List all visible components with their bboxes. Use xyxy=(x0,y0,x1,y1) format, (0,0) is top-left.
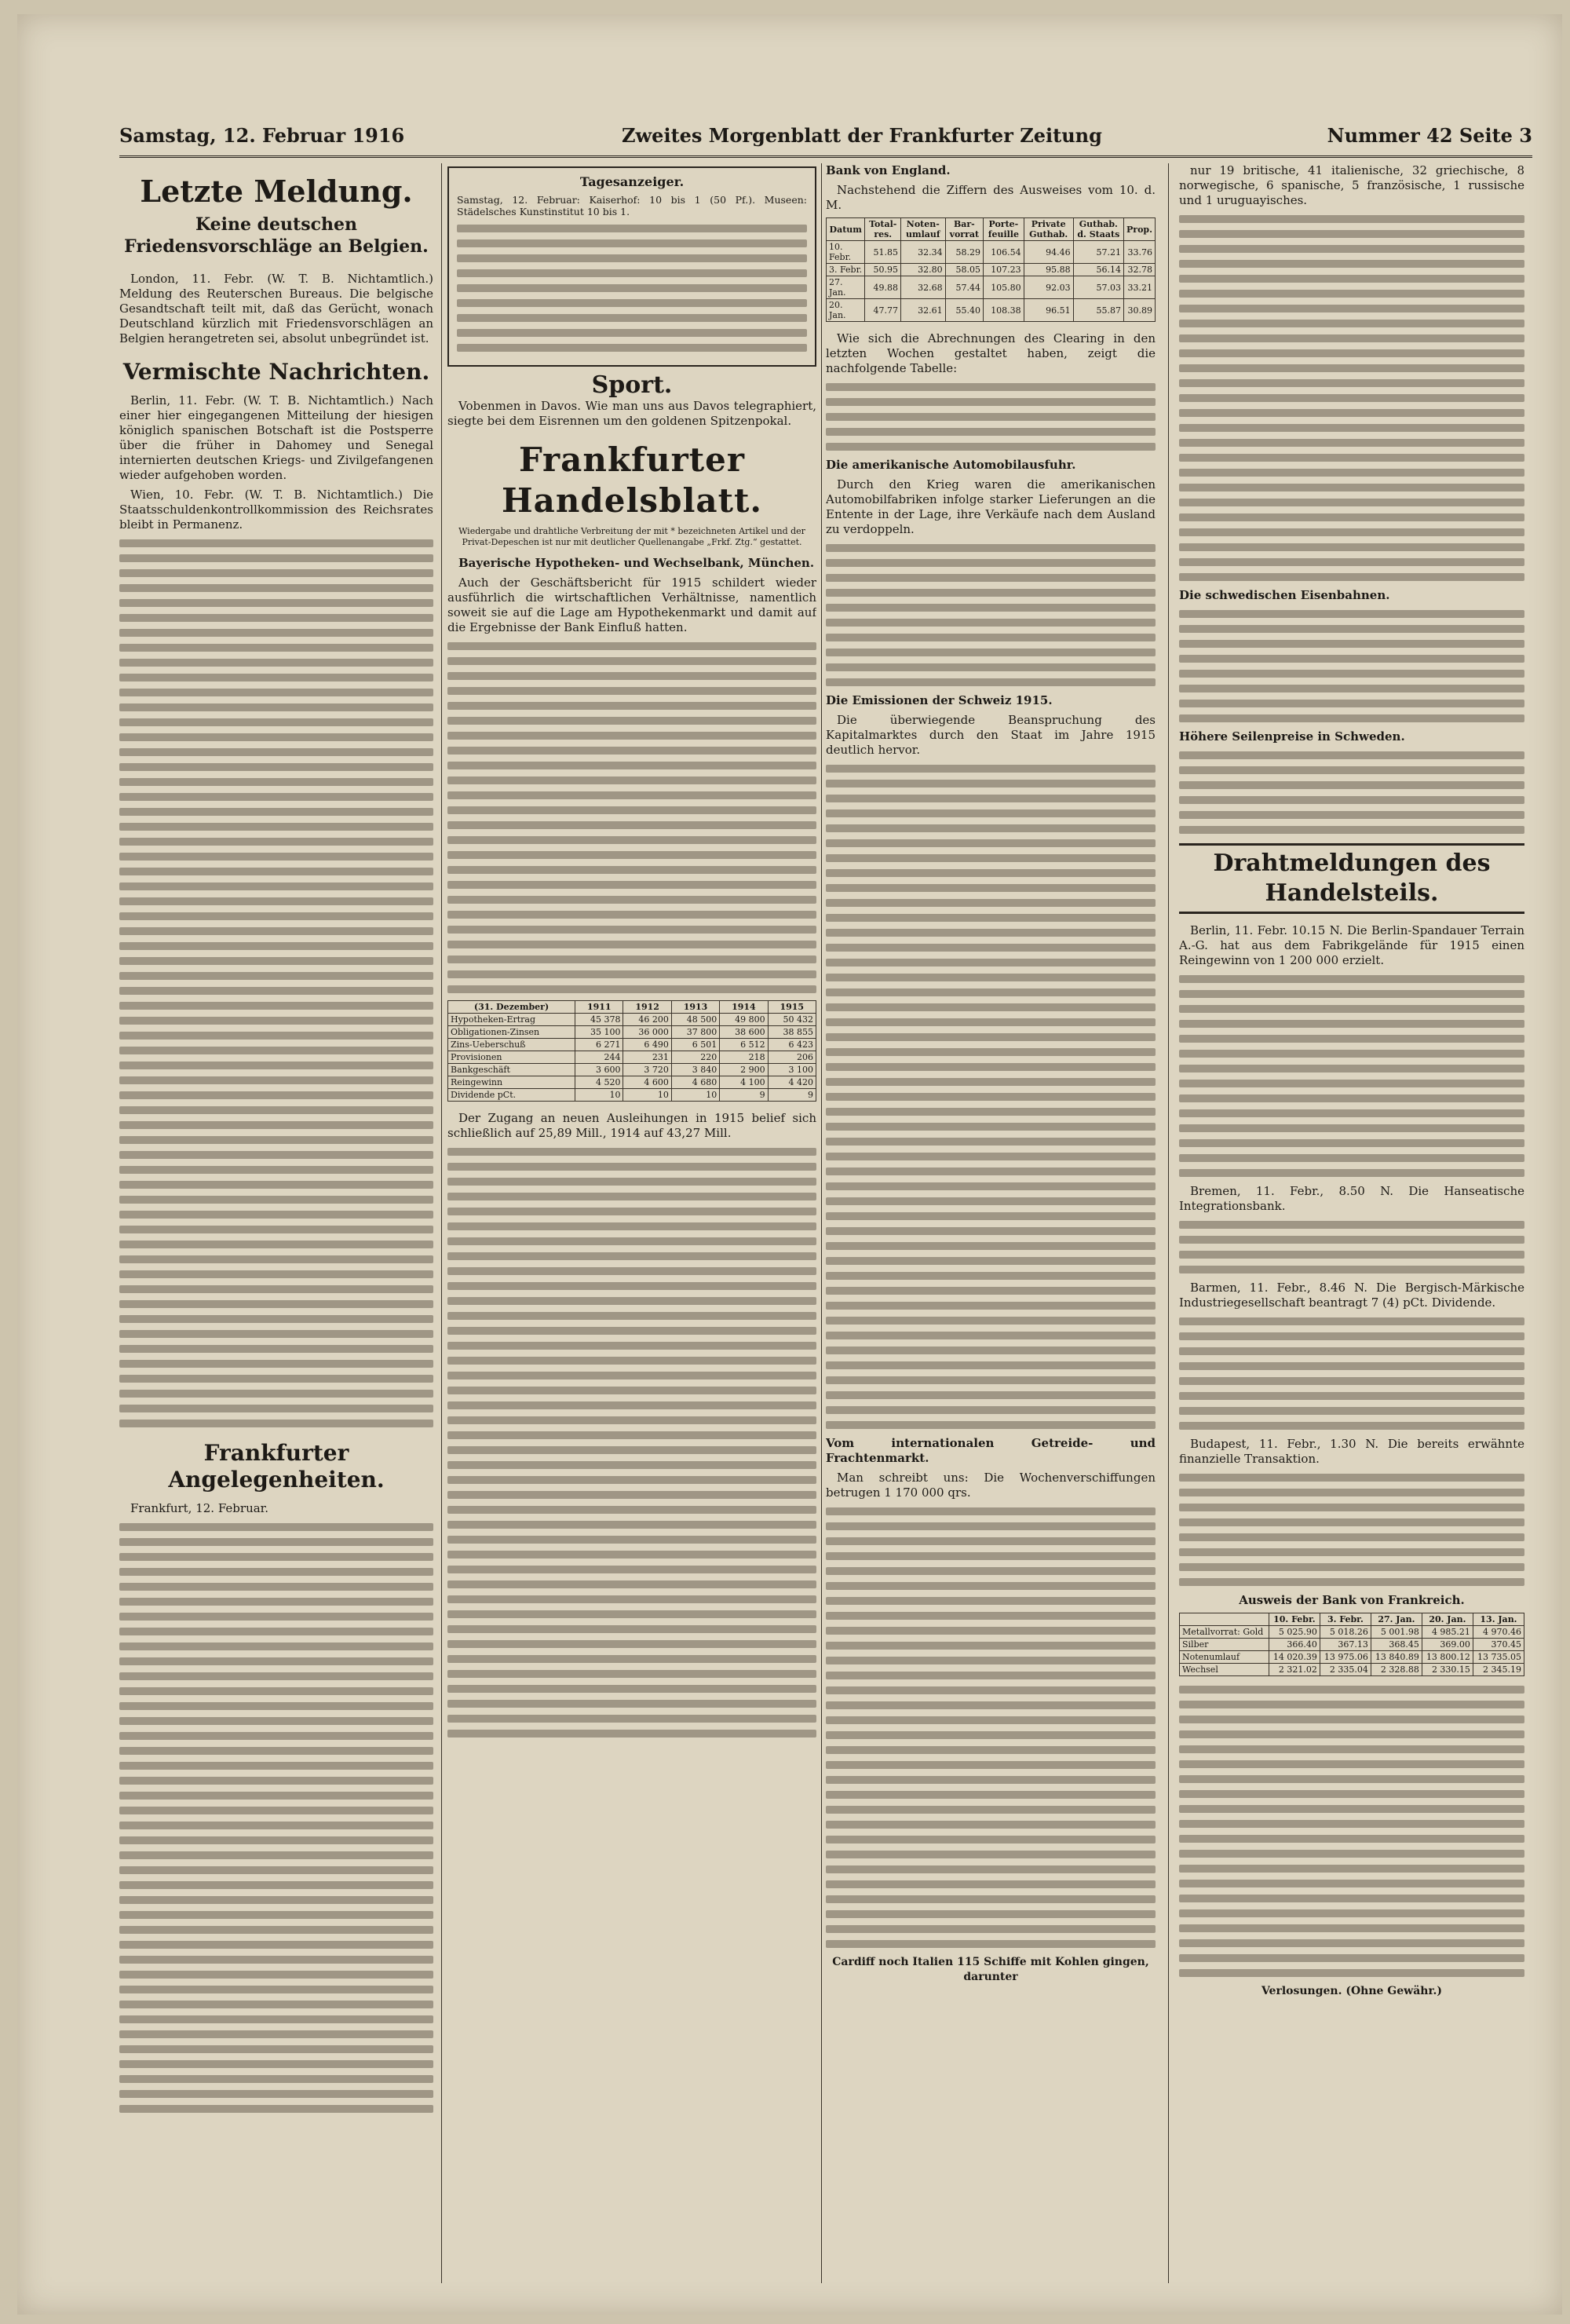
table-cell: 9 xyxy=(720,1089,768,1102)
table-cell: 368.45 xyxy=(1371,1639,1422,1651)
article-heading: Die schwedischen Eisenbahnen. xyxy=(1179,588,1390,602)
article-paragraph: Auch der Geschäftsbericht für 1915 schildert wieder ausführlich die wirtschaftlichen Verhältnisse, namentlich soweit sie auf die Lage am Hypothekenmarkt und damit auf die Ergebnisse der Bank Einfluß hatten. xyxy=(447,576,816,634)
column-2 xyxy=(447,163,816,2283)
table-cell: 3 100 xyxy=(768,1064,816,1076)
text-block xyxy=(447,1148,816,1738)
table-row xyxy=(1180,1639,1524,1651)
article-paragraph: Berlin, 11. Febr. (W. T. B. Nichtamtlich.) Nach einer hier eingegangenen Mitteilung der hiesigen königlich spanischen Botschaft ist die Postsperre über die früher in Dahomey und Senegal internierten deutschen Kriegs- und Zivilgefangenen wieder aufgehoben worden. xyxy=(119,393,433,482)
article-paragraph: Vobenmen in Davos. Wie man uns aus Davos telegraphiert, siegte bei dem Eisrennen um den goldenen Spitzenpokal. xyxy=(447,399,816,428)
table-cell: 108.38 xyxy=(984,299,1024,322)
table-cell: 58.05 xyxy=(945,264,983,276)
table-cell: 220 xyxy=(671,1051,719,1064)
table-header-cell: 13. Jan. xyxy=(1473,1613,1524,1626)
table-header-cell: Prop. xyxy=(1124,218,1156,241)
article-heading: Bayerische Hypotheken- und Wechselbank, München. xyxy=(458,556,815,570)
table-cell: 95.88 xyxy=(1024,264,1073,276)
newspaper-page xyxy=(17,14,1562,2315)
table-cell: 3 720 xyxy=(623,1064,671,1076)
table-row xyxy=(448,1026,816,1039)
table-cell: 46 200 xyxy=(623,1014,671,1026)
text-block xyxy=(457,225,807,352)
text-block xyxy=(1179,1317,1524,1430)
table-cell: 55.87 xyxy=(1073,299,1123,322)
article-paragraph: Barmen, 11. Febr., 8.46 N. Die Bergisch-Märkische Industriegesellschaft beantragt 7 (4) pCt. Dividende. xyxy=(1179,1281,1524,1310)
table-row xyxy=(1180,1626,1524,1639)
table-row xyxy=(827,276,1156,299)
table-cell: 4 600 xyxy=(623,1076,671,1089)
table-cell: 38 600 xyxy=(720,1026,768,1039)
header-date: Samstag, 12. Februar 1916 xyxy=(119,124,405,147)
table-cell: 369.00 xyxy=(1422,1639,1473,1651)
table-cell: 10 xyxy=(623,1089,671,1102)
table-cell: 206 xyxy=(768,1051,816,1064)
table-cell: 4 985.21 xyxy=(1422,1626,1473,1639)
article-paragraph: Durch den Krieg waren die amerikanischen Automobilfabriken infolge starker Lieferungen an die Entente in der Lage, ihre Verkäufe nach dem Ausland zu verdoppeln. xyxy=(826,477,1156,536)
table-row xyxy=(448,1076,816,1089)
drahtmeldungen-title: Drahtmeldungen des Handelsteils. xyxy=(1179,843,1524,914)
table-row xyxy=(448,1039,816,1051)
table-cell: 51.85 xyxy=(865,241,900,264)
article-paragraph: Wien, 10. Febr. (W. T. B. Nichtamtlich.) Die Staatsschuldenkontrollkommission des Reichsrates bleibt in Permanenz. xyxy=(119,488,433,532)
text-block xyxy=(826,1507,1156,1948)
table-header-cell: 20. Jan. xyxy=(1422,1613,1473,1626)
table-header-cell: Datum xyxy=(827,218,865,241)
table-cell: 57.03 xyxy=(1073,276,1123,299)
table-cell: Hypotheken-Ertrag xyxy=(448,1014,575,1026)
article-heading: Bank von England. xyxy=(826,163,951,177)
table-cell: 36 000 xyxy=(623,1026,671,1039)
table-cell: 4 520 xyxy=(575,1076,623,1089)
table-header-cell: Total-res. xyxy=(865,218,900,241)
table-cell: 244 xyxy=(575,1051,623,1064)
page-header xyxy=(119,118,1532,158)
table-cell: Silber xyxy=(1180,1639,1269,1651)
table-cell: 50.95 xyxy=(865,264,900,276)
table-cell: 4 970.46 xyxy=(1473,1626,1524,1639)
article-paragraph: Bremen, 11. Febr., 8.50 N. Die Hanseatische Integrationsbank. xyxy=(1179,1184,1524,1213)
box-paragraph: Samstag, 12. Februar: Kaiserhof: 10 bis 1 (50 Pf.). Museen: Städelsches Kunstinstitut 10 bis 1. xyxy=(457,194,807,217)
column-rule xyxy=(821,163,822,2283)
text-block xyxy=(1179,751,1524,834)
article-paragraph: Berlin, 11. Febr. 10.15 N. Die Berlin-Spandauer Terrain A.-G. hat aus dem Fabrikgelände für 1915 einen Reingewinn von 1 200 000 erzielt. xyxy=(1179,923,1524,967)
text-block xyxy=(1179,1221,1524,1273)
table-cell: 92.03 xyxy=(1024,276,1073,299)
table-row xyxy=(448,1089,816,1102)
article-paragraph: Budapest, 11. Febr., 1.30 N. Die bereits erwähnte finanzielle Transaktion. xyxy=(1179,1437,1524,1466)
article-dateline: Frankfurt, 12. Februar. xyxy=(130,1501,268,1515)
table-cell: 5 018.26 xyxy=(1320,1626,1371,1639)
table-cell: 33.76 xyxy=(1124,241,1156,264)
column-rule xyxy=(1168,163,1169,2283)
table-cell: 2 335.04 xyxy=(1320,1664,1371,1676)
article-heading: Ausweis der Bank von Frankreich. xyxy=(1239,1593,1465,1607)
table-cell: 20. Jan. xyxy=(827,299,865,322)
text-block xyxy=(826,383,1156,451)
article-paragraph: London, 11. Febr. (W. T. B. Nichtamtlich.) Meldung des Reuterschen Bureaus. Die belgische Gesandtschaft teilt mit, daß das Gerücht, wonach Deutschland kürzlich mit Friedensvorschlägen an Belgien herangetreten sei, absolut unbegründet ist. xyxy=(119,272,433,345)
table-header-cell: 1914 xyxy=(720,1001,768,1014)
table-cell: 49.88 xyxy=(865,276,900,299)
table-cell: 2 330.15 xyxy=(1422,1664,1473,1676)
table-cell: Zins-Ueberschuß xyxy=(448,1039,575,1051)
table-row xyxy=(1180,1664,1524,1676)
table-cell: 5 025.90 xyxy=(1269,1626,1320,1639)
table-cell: 2 345.19 xyxy=(1473,1664,1524,1676)
table-cell: 33.21 xyxy=(1124,276,1156,299)
article-title: Letzte Meldung. xyxy=(140,174,413,209)
table-row xyxy=(448,1064,816,1076)
table-cell: 32.80 xyxy=(900,264,945,276)
table-cell: 32.34 xyxy=(900,241,945,264)
table-cell: 45 378 xyxy=(575,1014,623,1026)
header-page-number: Nummer 42 Seite 3 xyxy=(1327,124,1532,147)
table-row xyxy=(448,1014,816,1026)
handelsblatt-title: Frankfurter Handelsblatt. xyxy=(501,440,763,520)
table-cell: Obligationen-Zinsen xyxy=(448,1026,575,1039)
table-cell: 2 321.02 xyxy=(1269,1664,1320,1676)
table-header-cell: 3. Febr. xyxy=(1320,1613,1371,1626)
table-cell: 47.77 xyxy=(865,299,900,322)
table-cell: 58.29 xyxy=(945,241,983,264)
table-cell: 56.14 xyxy=(1073,264,1123,276)
text-block xyxy=(826,544,1156,686)
text-block xyxy=(1179,1474,1524,1586)
text-block xyxy=(1179,975,1524,1177)
table-row xyxy=(827,299,1156,322)
table-cell: 13 800.12 xyxy=(1422,1651,1473,1664)
table-header-cell: 27. Jan. xyxy=(1371,1613,1422,1626)
handelsblatt-notice: Wiedergabe und drahtliche Verbreitung der mit * bezeichneten Artikel und der Privat-Depeschen ist nur mit deutlicher Quellenangabe „Frkf. Ztg.“ gestattet. xyxy=(458,526,805,547)
table-cell: Bankgeschäft xyxy=(448,1064,575,1076)
bank-of-england-table xyxy=(826,217,1156,322)
table-cell: 4 420 xyxy=(768,1076,816,1089)
table-header-cell: 1912 xyxy=(623,1001,671,1014)
table-cell: 10 xyxy=(575,1089,623,1102)
tagesanzeiger-box xyxy=(447,166,816,367)
table-cell: 10 xyxy=(671,1089,719,1102)
article-heading: Vom internationalen Getreide- und Frachtenmarkt. xyxy=(826,1436,1156,1465)
text-block xyxy=(826,765,1156,1429)
column-1 xyxy=(119,163,433,2283)
table-cell: 6 423 xyxy=(768,1039,816,1051)
article-paragraph: Der Zugang an neuen Ausleihungen in 1915 belief sich schließlich auf 25,89 Mill., 1914 auf 43,27 Mill. xyxy=(447,1111,816,1140)
section-heading: Frankfurter Angelegenheiten. xyxy=(168,1440,385,1493)
table-row xyxy=(827,241,1156,264)
article-paragraph: Wie sich die Abrechnungen des Clearing in den letzten Wochen gestaltet haben, zeigt die nachfolgende Tabelle: xyxy=(826,331,1156,375)
column-4 xyxy=(1179,163,1524,2283)
table-cell: 96.51 xyxy=(1024,299,1073,322)
table-cell: 13 975.06 xyxy=(1320,1651,1371,1664)
box-title: Tagesanzeiger. xyxy=(579,174,685,189)
table-cell: 3. Febr. xyxy=(827,264,865,276)
table-cell: 57.44 xyxy=(945,276,983,299)
table-cell: Dividende pCt. xyxy=(448,1089,575,1102)
table-cell: 27. Jan. xyxy=(827,276,865,299)
table-cell: 38 855 xyxy=(768,1026,816,1039)
table-header-cell: 1913 xyxy=(671,1001,719,1014)
table-cell: 370.45 xyxy=(1473,1639,1524,1651)
article-heading: Die amerikanische Automobilausfuhr. xyxy=(826,458,1076,472)
table-cell: 50 432 xyxy=(768,1014,816,1026)
table-row xyxy=(827,264,1156,276)
header-masthead: Zweites Morgenblatt der Frankfurter Zeitung xyxy=(622,124,1102,147)
bank-of-france-table xyxy=(1179,1613,1524,1676)
table-cell: 367.13 xyxy=(1320,1639,1371,1651)
article-paragraph: Die überwiegende Beanspruchung des Kapitalmarktes durch den Staat im Jahre 1915 deutlich hervor. xyxy=(826,713,1156,757)
table-cell: 2 328.88 xyxy=(1371,1664,1422,1676)
table-header-cell: Porte-feuille xyxy=(984,218,1024,241)
table-cell: 13 840.89 xyxy=(1371,1651,1422,1664)
text-block xyxy=(119,539,433,1427)
article-heading: Höhere Seilenpreise in Schweden. xyxy=(1179,729,1405,744)
text-block xyxy=(119,1523,433,2113)
article-subtitle: Keine deutschen Friedensvorschläge an Belgien. xyxy=(124,214,429,257)
table-cell: 4 680 xyxy=(671,1076,719,1089)
table-cell: 106.54 xyxy=(984,241,1024,264)
table-cell: 218 xyxy=(720,1051,768,1064)
table-cell: 32.61 xyxy=(900,299,945,322)
table-header-cell: Guthab. d. Staats xyxy=(1073,218,1123,241)
table-header-cell: Noten-umlauf xyxy=(900,218,945,241)
table-cell: 105.80 xyxy=(984,276,1024,299)
table-cell: 3 840 xyxy=(671,1064,719,1076)
table-cell: 30.89 xyxy=(1124,299,1156,322)
table-row xyxy=(448,1051,816,1064)
table-cell: 35 100 xyxy=(575,1026,623,1039)
section-heading: Vermischte Nachrichten. xyxy=(122,359,430,385)
table-cell: Metallvorrat: Gold xyxy=(1180,1626,1269,1639)
table-cell: Provisionen xyxy=(448,1051,575,1064)
table-header-cell: 10. Febr. xyxy=(1269,1613,1320,1626)
text-block xyxy=(1179,610,1524,722)
table-cell: 6 271 xyxy=(575,1039,623,1051)
column-footer: Cardiff noch Italien 115 Schiffe mit Kohlen gingen, darunter xyxy=(832,1956,1149,1983)
table-cell: 6 501 xyxy=(671,1039,719,1051)
section-heading: Sport. xyxy=(591,371,673,399)
table-header-cell: Bar-vorrat xyxy=(945,218,983,241)
table-cell: Reingewinn xyxy=(448,1076,575,1089)
table-cell: Notenumlauf xyxy=(1180,1651,1269,1664)
column-3 xyxy=(826,163,1156,2283)
table-cell: 14 020.39 xyxy=(1269,1651,1320,1664)
table-row xyxy=(1180,1651,1524,1664)
table-cell: 48 500 xyxy=(671,1014,719,1026)
table-cell: 4 100 xyxy=(720,1076,768,1089)
table-cell: 2 900 xyxy=(720,1064,768,1076)
table-header-cell: 1915 xyxy=(768,1001,816,1014)
article-paragraph: Nachstehend die Ziffern des Ausweises vom 10. d. M. xyxy=(826,183,1156,212)
table-cell: 10. Febr. xyxy=(827,241,865,264)
table-cell: 32.78 xyxy=(1124,264,1156,276)
table-cell: 13 735.05 xyxy=(1473,1651,1524,1664)
article-paragraph: Man schreibt uns: Die Wochenverschiffungen betrugen 1 170 000 qrs. xyxy=(826,1471,1156,1500)
article-heading: Die Emissionen der Schweiz 1915. xyxy=(826,693,1053,707)
table-cell: 107.23 xyxy=(984,264,1024,276)
table-cell: 231 xyxy=(623,1051,671,1064)
table-header-cell: 1911 xyxy=(575,1001,623,1014)
table-cell: 6 490 xyxy=(623,1039,671,1051)
column-rule xyxy=(441,163,442,2283)
table-cell: 366.40 xyxy=(1269,1639,1320,1651)
table-cell: 94.46 xyxy=(1024,241,1073,264)
table-header-cell: (31. Dezember) xyxy=(448,1001,575,1014)
article-paragraph: nur 19 britische, 41 italienische, 32 griechische, 8 norwegische, 6 spanische, 5 französische, 1 russische und 1 uruguayisches. xyxy=(1179,163,1524,207)
table-cell: Wechsel xyxy=(1180,1664,1269,1676)
text-block xyxy=(1179,215,1524,581)
table-cell: 3 600 xyxy=(575,1064,623,1076)
text-block xyxy=(447,642,816,993)
table-cell: 37 800 xyxy=(671,1026,719,1039)
table-header-cell: Private Guthab. xyxy=(1024,218,1073,241)
column-footer: Verlosungen. (Ohne Gewähr.) xyxy=(1261,1985,1443,1997)
table-cell: 9 xyxy=(768,1089,816,1102)
table-header-cell xyxy=(1180,1613,1269,1626)
table-cell: 49 800 xyxy=(720,1014,768,1026)
table-cell: 32.68 xyxy=(900,276,945,299)
table-cell: 5 001.98 xyxy=(1371,1626,1422,1639)
table-cell: 57.21 xyxy=(1073,241,1123,264)
text-block xyxy=(1179,1686,1524,1977)
table-cell: 55.40 xyxy=(945,299,983,322)
table-cell: 6 512 xyxy=(720,1039,768,1051)
bank-table xyxy=(447,1000,816,1102)
